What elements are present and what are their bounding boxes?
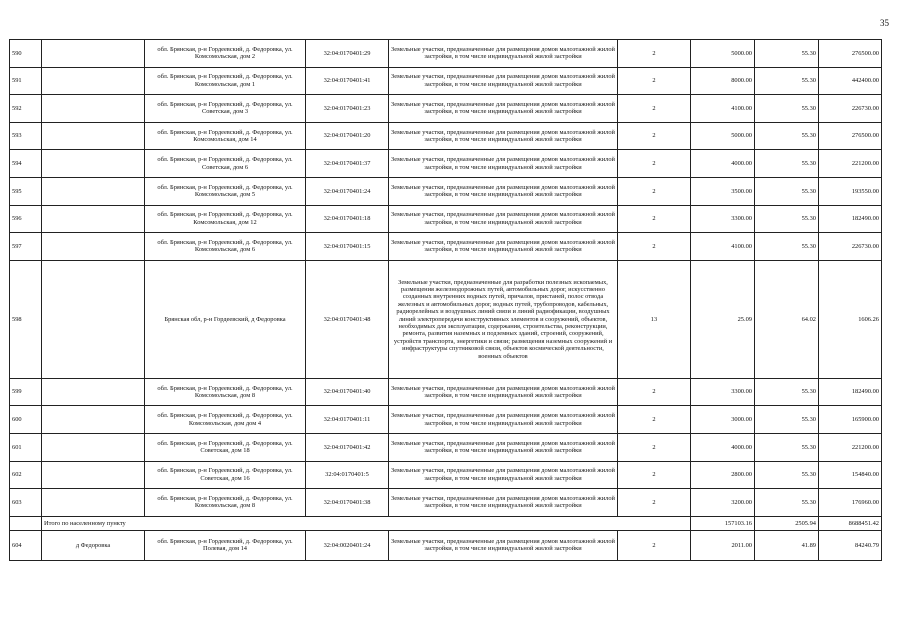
- total-rate: 2505.94: [755, 516, 819, 530]
- land-category-cell: Земельные участки, предназначенные для размещения домов малоэтажной жилой застройки, в том числе индивидуальной жилой застройки: [389, 378, 618, 406]
- area-cell: 5000.00: [691, 122, 755, 150]
- area-cell: 8000.00: [691, 67, 755, 95]
- rate-cell: 55.30: [755, 67, 819, 95]
- settlement-cell: д Федоровка: [42, 530, 145, 560]
- table-row: [10, 461, 882, 489]
- cadastral-value-cell: 165900.00: [819, 406, 882, 434]
- group-cell: 2: [618, 205, 691, 233]
- rate-cell: 55.30: [755, 95, 819, 123]
- cadastral-number-cell: 32:04:0170401:11: [306, 406, 389, 434]
- land-category-cell: Земельные участки, предназначенные для размещения домов малоэтажной жилой застройки, в том числе индивидуальной жилой застройки: [389, 95, 618, 123]
- address-cell: обл. Брянская, р-н Гордеевский, д. Федоровка, ул. Советская, дом 6: [145, 150, 306, 178]
- area-cell: 2011.00: [691, 530, 755, 560]
- land-category-cell: Земельные участки, предназначенные для размещения домов малоэтажной жилой застройки, в том числе индивидуальной жилой застройки: [389, 122, 618, 150]
- group-cell: 2: [618, 406, 691, 434]
- group-cell: 2: [618, 150, 691, 178]
- address-cell: обл. Брянская, р-н Гордеевский, д. Федоровка, ул. Комсомольская, дом 2: [145, 40, 306, 68]
- group-cell: 2: [618, 489, 691, 517]
- rate-cell: 55.30: [755, 406, 819, 434]
- address-cell: обл. Брянская, р-н Гордеевский, д. Федоровка, ул. Советская, дом 18: [145, 433, 306, 461]
- land-category-cell: Земельные участки, предназначенные для размещения домов малоэтажной жилой застройки, в том числе индивидуальной жилой застройки: [389, 40, 618, 68]
- cadastral-value-cell: 1606.26: [819, 260, 882, 378]
- area-cell: 5000.00: [691, 40, 755, 68]
- rate-cell: 41.89: [755, 530, 819, 560]
- land-category-cell: Земельные участки, предназначенные для размещения домов малоэтажной жилой застройки, в том числе индивидуальной жилой застройки: [389, 67, 618, 95]
- row-number: 603: [10, 489, 42, 517]
- land-category-cell: Земельные участки, предназначенные для размещения домов малоэтажной жилой застройки, в том числе индивидуальной жилой застройки: [389, 461, 618, 489]
- cadastral-number-cell: 32:04:0170401:23: [306, 95, 389, 123]
- row-number: 591: [10, 67, 42, 95]
- rate-cell: 55.30: [755, 150, 819, 178]
- cadastral-number-cell: 32:04:0170401:38: [306, 489, 389, 517]
- cadastral-value-cell: 221200.00: [819, 433, 882, 461]
- settlement-cell: [42, 406, 145, 434]
- table-body: [10, 40, 882, 561]
- settlement-cell: [42, 177, 145, 205]
- group-cell: 2: [618, 233, 691, 261]
- row-number: 590: [10, 40, 42, 68]
- settlement-cell: [42, 40, 145, 68]
- rate-cell: 55.30: [755, 177, 819, 205]
- settlement-cell: [42, 433, 145, 461]
- table-row: [10, 40, 882, 68]
- row-number: 600: [10, 406, 42, 434]
- address-cell: обл. Брянская, р-н Гордеевский, д. Федоровка, ул. Советская, дом 16: [145, 461, 306, 489]
- settlement-cell: [42, 233, 145, 261]
- area-cell: 4100.00: [691, 95, 755, 123]
- address-cell: обл. Брянская, р-н Гордеевский, д. Федоровка, ул. Комсомольская, дом 8: [145, 378, 306, 406]
- cadastral-value-cell: 221200.00: [819, 150, 882, 178]
- group-cell: 13: [618, 260, 691, 378]
- table-row: [10, 233, 882, 261]
- cadastral-value-cell: 226730.00: [819, 95, 882, 123]
- land-category-cell: Земельные участки, предназначенные для размещения домов малоэтажной жилой застройки, в том числе индивидуальной жилой застройки: [389, 489, 618, 517]
- rate-cell: 55.30: [755, 205, 819, 233]
- row-number: 592: [10, 95, 42, 123]
- table-row: [10, 177, 882, 205]
- group-cell: 2: [618, 530, 691, 560]
- area-cell: 3500.00: [691, 177, 755, 205]
- settlement-cell: [42, 378, 145, 406]
- table-row: [10, 378, 882, 406]
- land-category-cell: Земельные участки, предназначенные для размещения домов малоэтажной жилой застройки, в том числе индивидуальной жилой застройки: [389, 150, 618, 178]
- area-cell: 4000.00: [691, 433, 755, 461]
- rate-cell: 55.30: [755, 122, 819, 150]
- land-category-cell: Земельные участки, предназначенные для размещения домов малоэтажной жилой застройки, в том числе индивидуальной жилой застройки: [389, 177, 618, 205]
- row-number: 598: [10, 260, 42, 378]
- cadastral-value-cell: 182490.00: [819, 378, 882, 406]
- land-category-cell: Земельные участки, предназначенные для размещения домов малоэтажной жилой застройки, в том числе индивидуальной жилой застройки: [389, 406, 618, 434]
- settlement-cell: [42, 489, 145, 517]
- address-cell: обл. Брянская, р-н Гордеевский, д. Федоровка, ул. Комсомольская, дом 5: [145, 177, 306, 205]
- area-cell: 3000.00: [691, 406, 755, 434]
- land-category-cell: Земельные участки, предназначенные для размещения домов малоэтажной жилой застройки, в том числе индивидуальной жилой застройки: [389, 233, 618, 261]
- cadastral-number-cell: 32:04:0170401:15: [306, 233, 389, 261]
- cadastral-number-cell: 32:04:0170401:20: [306, 122, 389, 150]
- cadastral-value-cell: 276500.00: [819, 40, 882, 68]
- table-row: [10, 150, 882, 178]
- total-empty-cell: [10, 516, 42, 530]
- settlement-cell: [42, 67, 145, 95]
- cadastral-value-cell: 226730.00: [819, 233, 882, 261]
- group-cell: 2: [618, 40, 691, 68]
- group-cell: 2: [618, 177, 691, 205]
- group-cell: 2: [618, 378, 691, 406]
- table-row: [10, 489, 882, 517]
- rate-cell: 55.30: [755, 233, 819, 261]
- area-cell: 4000.00: [691, 150, 755, 178]
- row-number: 604: [10, 530, 42, 560]
- total-value: 8688451.42: [819, 516, 882, 530]
- area-cell: 4100.00: [691, 233, 755, 261]
- row-number: 594: [10, 150, 42, 178]
- row-number: 601: [10, 433, 42, 461]
- settlement-cell: [42, 150, 145, 178]
- cadastral-value-cell: 276500.00: [819, 122, 882, 150]
- settlement-cell: [42, 95, 145, 123]
- cadastral-value-cell: 84240.79: [819, 530, 882, 560]
- row-number: 593: [10, 122, 42, 150]
- address-cell: обл. Брянская, р-н Гордеевский, д. Федоровка, ул. Советская, дом 3: [145, 95, 306, 123]
- land-category-cell: Земельные участки, предназначенные для размещения домов малоэтажной жилой застройки, в том числе индивидуальной жилой застройки: [389, 433, 618, 461]
- rate-cell: 55.30: [755, 461, 819, 489]
- address-cell: обл. Брянская, р-н Гордеевский, д. Федоровка, ул. Комсомольская, дом 12: [145, 205, 306, 233]
- cadastral-number-cell: 32:04:0170401:40: [306, 378, 389, 406]
- cadastral-value-cell: 154840.00: [819, 461, 882, 489]
- area-cell: 3300.00: [691, 378, 755, 406]
- cadastral-number-cell: 32:04:0170401:37: [306, 150, 389, 178]
- address-cell: обл. Брянская, р-н Гордеевский, д. Федоровка, ул. Комсомольская, дом 14: [145, 122, 306, 150]
- table-row: [10, 122, 882, 150]
- address-cell: Брянская обл, р-н Гордеевский, д Федоровка: [145, 260, 306, 378]
- rate-cell: 55.30: [755, 40, 819, 68]
- area-cell: 3200.00: [691, 489, 755, 517]
- table-row: [10, 205, 882, 233]
- table-row: [10, 95, 882, 123]
- address-cell: обл. Брянская, р-н Гордеевский, д. Федоровка, ул. Комсомольская, дом 1: [145, 67, 306, 95]
- page-number: 35: [880, 18, 889, 28]
- cadastral-number-cell: 32:04:0170401:29: [306, 40, 389, 68]
- area-cell: 25.09: [691, 260, 755, 378]
- rate-cell: 64.02: [755, 260, 819, 378]
- cadastral-number-cell: 32:04:0170401:18: [306, 205, 389, 233]
- address-cell: обл. Брянская, р-н Гордеевский, д. Федоровка, ул. Полевая, дом 14: [145, 530, 306, 560]
- cadastral-value-cell: 182490.00: [819, 205, 882, 233]
- address-cell: обл. Брянская, р-н Гордеевский, д. Федоровка, ул. Комсомольская, дом дом 4: [145, 406, 306, 434]
- total-row: [10, 516, 882, 530]
- cadastral-number-cell: 32:04:0170401:48: [306, 260, 389, 378]
- cadastral-number-cell: 32:04:0170401:41: [306, 67, 389, 95]
- cadastral-number-cell: 32:04:0170401:24: [306, 177, 389, 205]
- row-number: 599: [10, 378, 42, 406]
- row-number: 597: [10, 233, 42, 261]
- settlement-cell: [42, 205, 145, 233]
- area-cell: 2800.00: [691, 461, 755, 489]
- group-cell: 2: [618, 433, 691, 461]
- row-number: 596: [10, 205, 42, 233]
- address-cell: обл. Брянская, р-н Гордеевский, д. Федоровка, ул. Комсомольская, дом 6: [145, 233, 306, 261]
- address-cell: обл. Брянская, р-н Гордеевский, д. Федоровка, ул. Комсомольская, дом 8: [145, 489, 306, 517]
- land-registry-table: [9, 39, 882, 561]
- table-row: [10, 406, 882, 434]
- table-row: [10, 67, 882, 95]
- cadastral-number-cell: 32:04:0170401:5: [306, 461, 389, 489]
- rate-cell: 55.30: [755, 378, 819, 406]
- area-cell: 3300.00: [691, 205, 755, 233]
- table-row: [10, 260, 882, 378]
- group-cell: 2: [618, 95, 691, 123]
- table-row: [10, 433, 882, 461]
- rate-cell: 55.30: [755, 489, 819, 517]
- total-area: 157103.16: [691, 516, 755, 530]
- cadastral-value-cell: 193550.00: [819, 177, 882, 205]
- group-cell: 2: [618, 461, 691, 489]
- land-category-cell: Земельные участки, предназначенные для размещения домов малоэтажной жилой застройки, в том числе индивидуальной жилой застройки: [389, 530, 618, 560]
- row-number: 602: [10, 461, 42, 489]
- land-category-cell: Земельные участки, предназначенные для разработки полезных ископаемых, размещения железнодорожных путей, автомобильных дорог, искусственно созданных внутренних водных путей, причалов, пристаней, полос отвода железных и автомобильных дорог, водных путей, трубопроводов, кабельных, радиорелейных и воздушных линий связи и линий радиофикации, воздушных линий электропередачи конструктивных элементов и сооружений, объектов, необходимых для эксплуатации, содержания, строительства, реконструкции, ремонта, развития наземных и подземных зданий, строений, сооружений, устройств транспорта, энергетики и связи; размещения наземных сооружений и инфраструктуры спутниковой связи, объектов космической деятельности, военных объектов: [389, 260, 618, 378]
- cadastral-number-cell: 32:04:0020401:24: [306, 530, 389, 560]
- group-cell: 2: [618, 122, 691, 150]
- cadastral-value-cell: 442400.00: [819, 67, 882, 95]
- table-row: [10, 530, 882, 560]
- group-cell: 2: [618, 67, 691, 95]
- cadastral-number-cell: 32:04:0170401:42: [306, 433, 389, 461]
- row-number: 595: [10, 177, 42, 205]
- land-category-cell: Земельные участки, предназначенные для размещения домов малоэтажной жилой застройки, в том числе индивидуальной жилой застройки: [389, 205, 618, 233]
- total-label: Итого по населенному пункту: [42, 516, 691, 530]
- settlement-cell: [42, 122, 145, 150]
- settlement-cell: [42, 260, 145, 378]
- cadastral-value-cell: 176960.00: [819, 489, 882, 517]
- settlement-cell: [42, 461, 145, 489]
- rate-cell: 55.30: [755, 433, 819, 461]
